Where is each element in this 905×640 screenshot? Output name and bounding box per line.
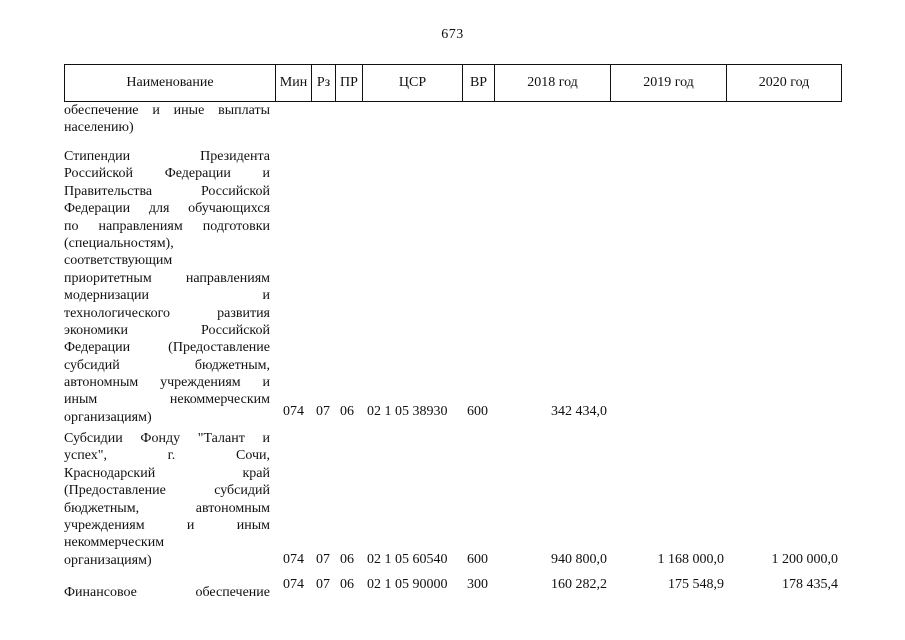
name-line: модернизации и	[64, 288, 270, 304]
table-header	[64, 64, 842, 102]
cell-2018: 342 434,0	[551, 404, 607, 419]
cell-2018: 160 282,2	[551, 577, 607, 592]
header-vr: ВР	[463, 65, 495, 102]
name-line: бюджетным, автономным	[64, 500, 270, 516]
name-line: обеспечение и иные выплаты	[64, 103, 270, 118]
name-line: субсидий бюджетным,	[64, 357, 270, 373]
name-line: Федерации для обучающихся	[64, 201, 270, 217]
cell-rz: 07	[316, 577, 330, 592]
name-line: автономным учреждениям и	[64, 375, 270, 391]
name-line: Федерации (Предоставление	[64, 340, 270, 356]
header-pr: ПР	[336, 65, 363, 102]
row-name	[64, 148, 270, 426]
name-line: (специальностям),	[64, 235, 174, 251]
cell-pr: 06	[340, 404, 354, 419]
row-name	[64, 584, 270, 601]
header-rz: Рз	[312, 65, 336, 102]
cell-pr: 06	[340, 552, 354, 567]
cell-vr: 600	[467, 552, 488, 567]
cell-vr: 300	[467, 577, 488, 592]
cell-rz: 07	[316, 552, 330, 567]
header-2018: 2018 год	[495, 65, 611, 102]
header-min: Мин	[276, 65, 312, 102]
name-line: учреждениям и иным	[64, 517, 270, 533]
header-2019: 2019 год	[611, 65, 727, 102]
name-line: Субсидии Фонду "Талант и	[64, 431, 270, 446]
name-line: технологического развития	[64, 305, 270, 321]
cell-2018: 940 800,0	[551, 552, 607, 567]
name-line: организациям)	[64, 552, 152, 568]
page-number: 673	[441, 27, 464, 42]
header-2020: 2020 год	[727, 65, 842, 102]
name-line: Стипендии Президента	[64, 149, 270, 164]
cell-vr: 600	[467, 404, 488, 419]
name-line: успех", г. Сочи,	[64, 448, 270, 464]
cell-2020: 1 200 000,0	[771, 552, 838, 567]
cell-2019: 175 548,9	[668, 577, 724, 592]
cell-2020: 178 435,4	[782, 577, 838, 592]
row-name	[64, 430, 270, 569]
name-line: иным некоммерческим	[64, 392, 270, 408]
header-name: Наименование	[65, 65, 276, 102]
cell-csr: 02 1 05 60540	[367, 552, 448, 567]
cell-csr: 02 1 05 90000	[367, 577, 448, 592]
name-line: Краснодарский край	[64, 465, 270, 481]
name-line: соответствующим	[64, 253, 173, 269]
name-line: населению)	[64, 120, 134, 136]
name-line: Финансовое обеспечение	[64, 585, 270, 600]
name-line: организациям)	[64, 409, 152, 425]
name-line: (Предоставление субсидий	[64, 483, 270, 499]
cell-csr: 02 1 05 38930	[367, 404, 448, 419]
cell-min: 074	[283, 404, 304, 419]
cell-min: 074	[283, 577, 304, 592]
name-line: некоммерческим	[64, 535, 165, 551]
row-name	[64, 102, 270, 137]
cell-rz: 07	[316, 404, 330, 419]
cell-pr: 06	[340, 577, 354, 592]
name-line: приоритетным направлениям	[64, 270, 270, 286]
name-line: по направлениям подготовки	[64, 218, 270, 234]
name-line: Российской Федерации и	[64, 166, 270, 182]
name-line: Правительства Российской	[64, 183, 270, 199]
cell-min: 074	[283, 552, 304, 567]
cell-2019: 1 168 000,0	[657, 552, 724, 567]
name-line: экономики Российской	[64, 322, 270, 338]
header-csr: ЦСР	[363, 65, 463, 102]
